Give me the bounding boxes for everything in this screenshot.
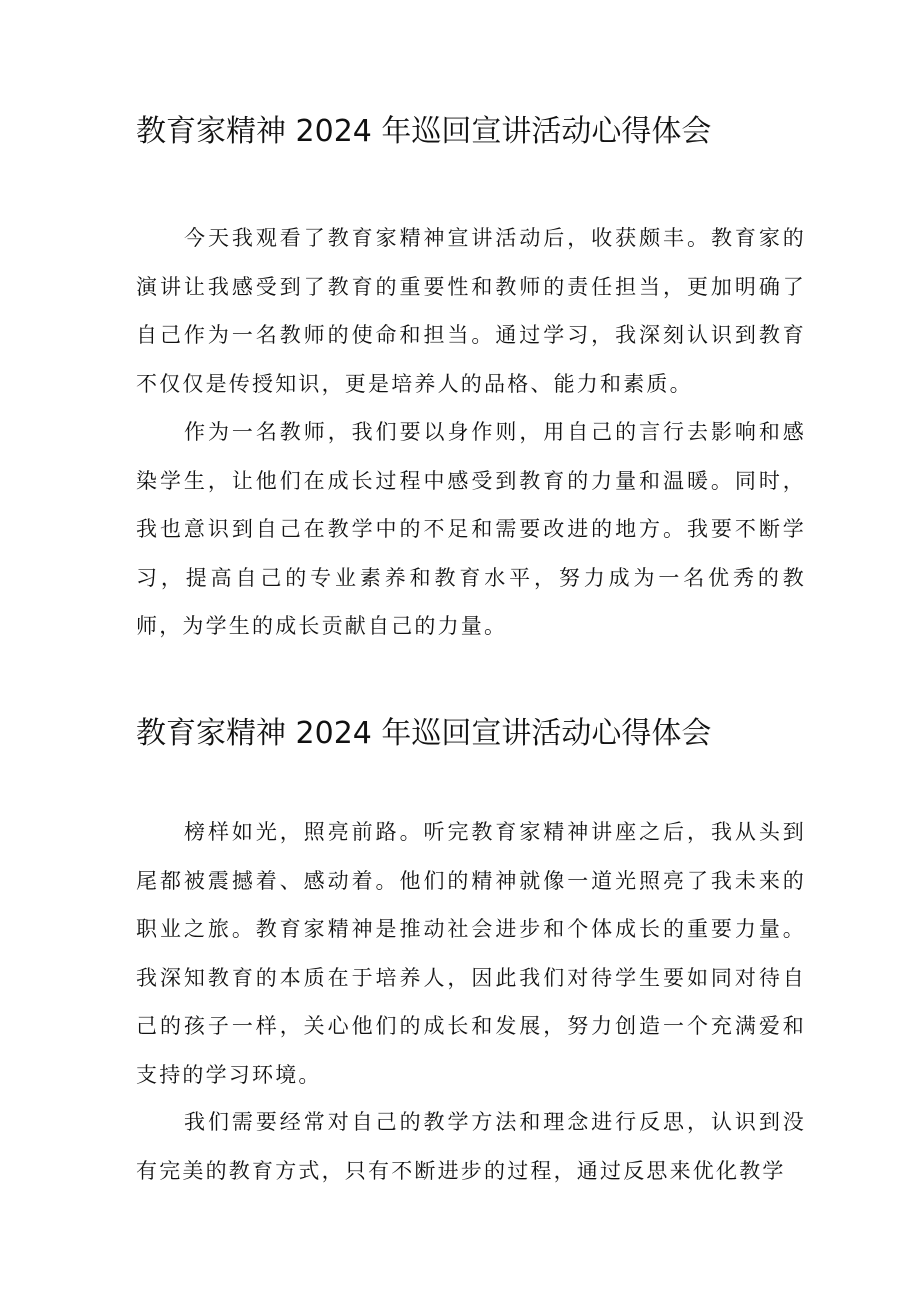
- section-1-paragraph-1: 今天我观看了教育家精神宣讲活动后，收获颇丰。教育家的演讲让我感受到了教育的重要性和教师的责任担当，更加明确了自己作为一名教师的使命和担当。通过学习，我深刻认识到教育不仅仅是传授知识，更是培养人的品格、能力和素质。: [136, 226, 806, 396]
- section-title-2: 教育家精神 2024 年巡回宣讲活动心得体会: [136, 716, 712, 751]
- section-2-paragraph-1: 榜样如光，照亮前路。听完教育家精神讲座之后，我从头到尾都被震撼着、感动着。他们的精神就像一道光照亮了我未来的职业之旅。教育家精神是推动社会进步和个体成长的重要力量。我深知教育的本质在于培养人，因此我们对待学生要如同对待自己的孩子一样，关心他们的成长和发展，努力创造一个充满爱和支持的学习环境。: [136, 820, 806, 1087]
- section-title-1: 教育家精神 2024 年巡回宣讲活动心得体会: [136, 114, 712, 149]
- section-1-paragraph-2: 作为一名教师，我们要以身作则，用自己的言行去影响和感染学生，让他们在成长过程中感受到教育的力量和温暖。同时，我也意识到自己在教学中的不足和需要改进的地方。我要不断学习，提高自己的专业素养和教育水平，努力成为一名优秀的教师，为学生的成长贡献自己的力量。: [136, 420, 806, 638]
- section-2-paragraph-2: 我们需要经常对自己的教学方法和理念进行反思，认识到没有完美的教育方式，只有不断进步的过程，通过反思来优化教学: [136, 1110, 806, 1183]
